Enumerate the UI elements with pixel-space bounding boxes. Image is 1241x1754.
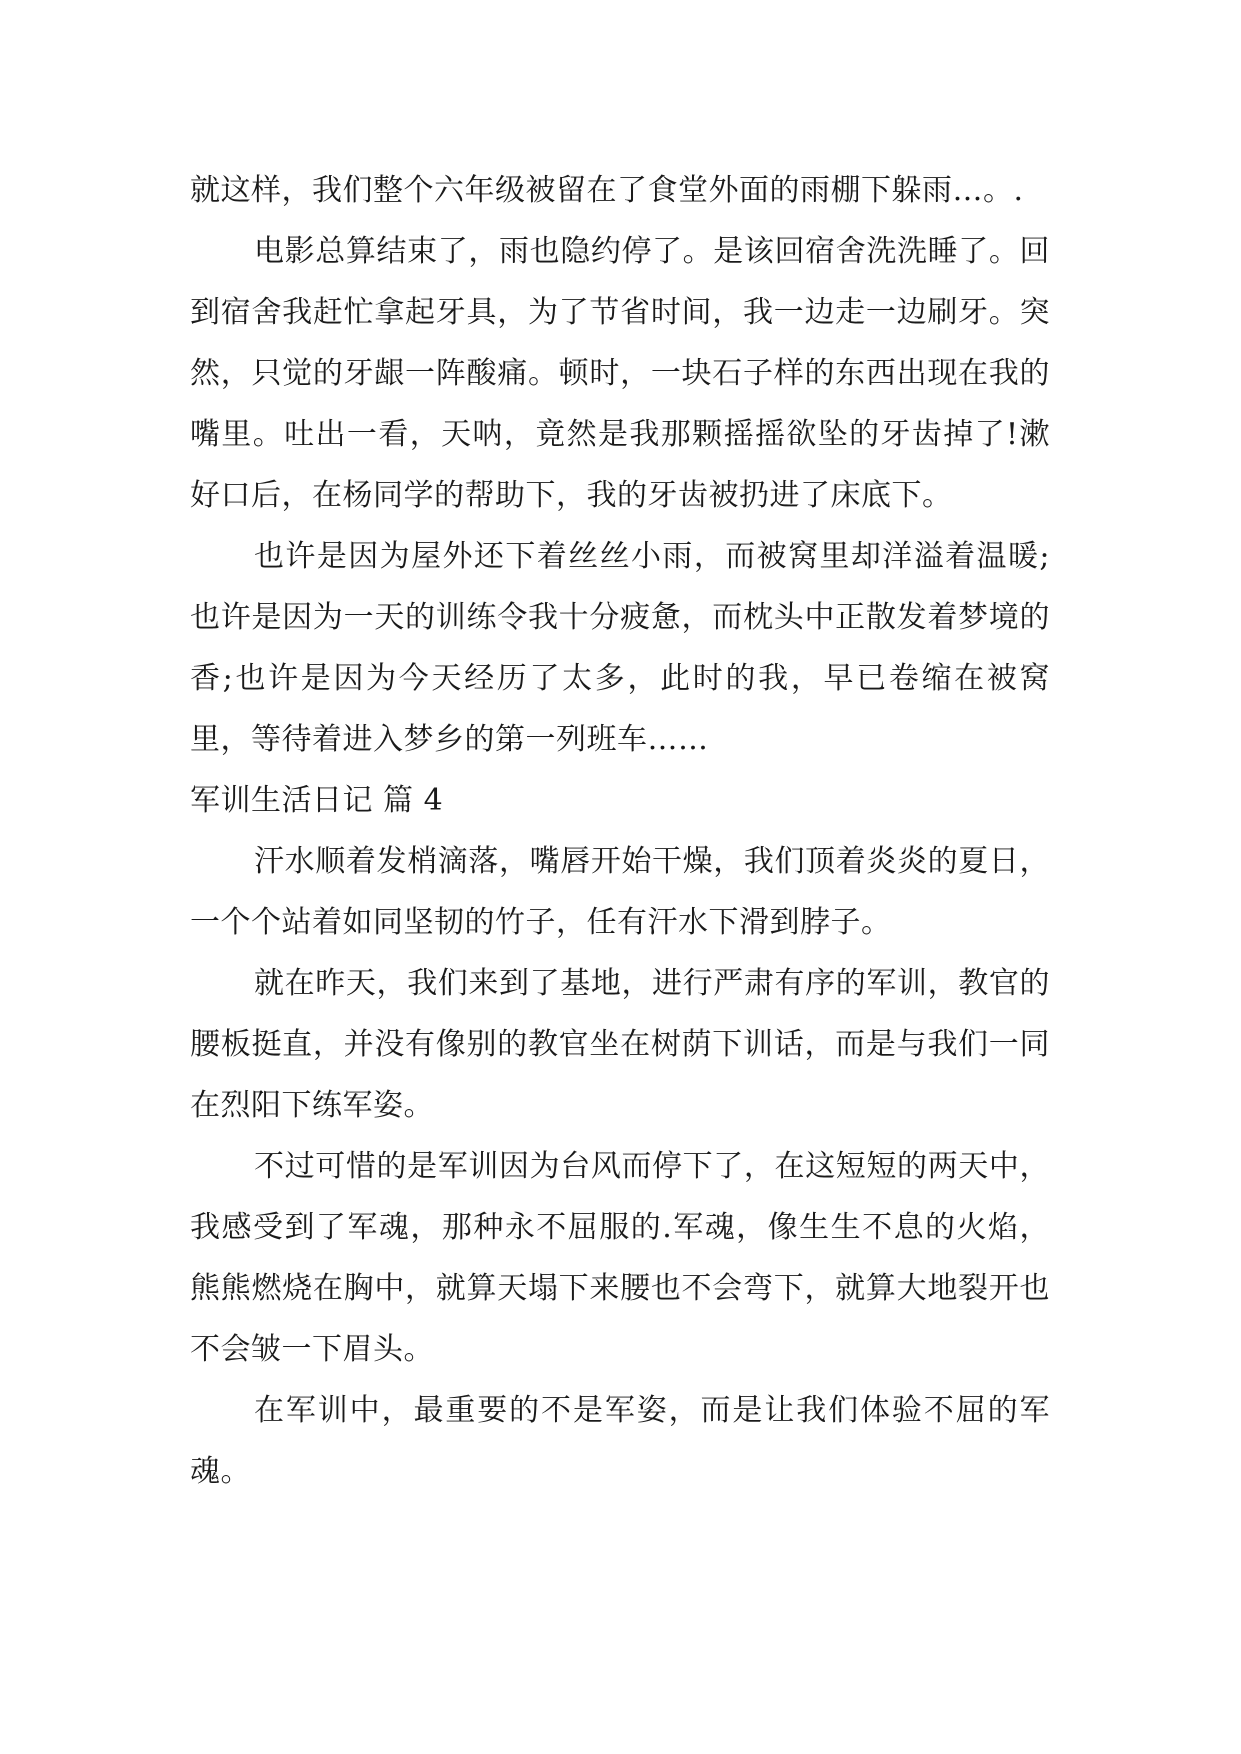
paragraph: 不过可惜的是军训因为台风而停下了，在这短短的两天中，我感受到了军魂，那种永不屈服的.军魂，像生生不息的火焰，熊熊燃烧在胸中，就算天塌下来腰也不会弯下，就算大地裂开也不会皱一下眉头。 [190, 1149, 1050, 1367]
paragraph: 就这样，我们整个六年级被留在了食堂外面的雨棚下躲雨…。. [190, 173, 1024, 208]
paragraph: 电影总算结束了，雨也隐约停了。是该回宿舍洗洗睡了。回到宿舍我赶忙拿起牙具，为了节省时间，我一边走一边刷牙。突然，只觉的牙龈一阵酸痛。顿时，一块石子样的东西出现在我的嘴里。吐出一看，天呐，竟然是我那颗摇摇欲坠的牙齿掉了!漱好口后，在杨同学的帮助下，我的牙齿被扔进了床底下。 [190, 234, 1050, 513]
section-heading: 军训生活日记 篇 4 [190, 783, 444, 818]
paragraph: 在军训中，最重要的不是军姿，而是让我们体验不屈的军魂。 [190, 1393, 1050, 1489]
paragraph: 汗水顺着发梢滴落，嘴唇开始干燥，我们顶着炎炎的夏日，一个个站着如同坚韧的竹子，任有汗水下滑到脖子。 [190, 844, 1050, 940]
document-page [190, 160, 1050, 1502]
paragraph: 就在昨天，我们来到了基地，进行严肃有序的军训，教官的腰板挺直，并没有像别的教官坐在树荫下训话，而是与我们一同在烈阳下练军姿。 [190, 966, 1050, 1123]
paragraph: 也许是因为屋外还下着丝丝小雨，而被窝里却洋溢着温暖;也许是因为一天的训练令我十分疲惫，而枕头中正散发着梦境的香;也许是因为今天经历了太多，此时的我，早已卷缩在被窝里，等待着进入梦乡的第一列班车…… [190, 539, 1050, 757]
